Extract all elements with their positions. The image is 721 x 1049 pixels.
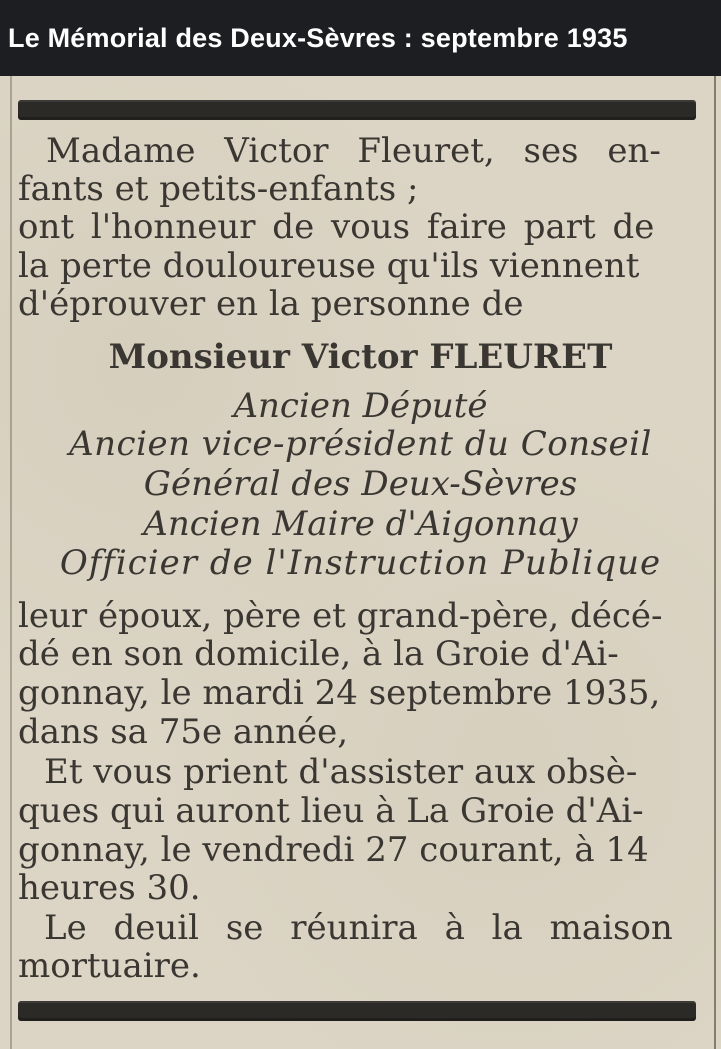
intro-line-3 (18, 208, 706, 246)
title-line-1-text: Ancien Député (233, 386, 488, 426)
body-line-8 (18, 869, 706, 907)
body-line-9-text: Le deuil se réunira à la maison (44, 908, 673, 948)
title-line-3-text: Général des Deux-Sèvres (143, 464, 578, 504)
body-line-1-text: leur époux, père et grand-père, décé- (18, 596, 663, 636)
body-line-7-text: gonnay, le vendredi 27 courant, à 14 (18, 830, 649, 870)
body-line-6-text: ques qui auront lieu à La Groie d'Ai- (18, 791, 644, 831)
title-line-4-text: Ancien Maire d'Aigonnay (143, 504, 578, 544)
intro-line-2-text: fants et petits-enfants ; (18, 169, 419, 209)
body-line-2 (18, 635, 706, 673)
body-line-1 (18, 597, 706, 635)
title-line-3 (0, 465, 721, 503)
intro-line-5-text: d'éprouver en la personne de (18, 284, 524, 324)
body-line-5 (44, 753, 706, 791)
body-line-9 (44, 909, 706, 947)
body-line-3 (18, 674, 706, 712)
intro-line-2 (18, 170, 706, 208)
page-title-bar (0, 0, 721, 76)
body-line-10 (18, 947, 706, 985)
title-line-5 (0, 544, 721, 582)
intro-line-3-text: ont l'honneur de vous faire part de (18, 207, 655, 247)
title-line-4 (0, 505, 721, 543)
body-line-10-text: mortuaire. (18, 946, 201, 986)
intro-line-4-text: la perte douloureuse qu'ils viennent (18, 246, 640, 286)
bottom-black-rule (18, 1001, 696, 1021)
deceased-name (0, 338, 721, 376)
intro-line-1 (46, 132, 706, 170)
title-line-1 (0, 387, 721, 425)
body-line-6 (18, 792, 706, 830)
title-line-2 (0, 425, 721, 463)
body-line-3-text: gonnay, le mardi 24 septembre 1935, (18, 673, 661, 713)
title-line-5-text: Officier de l'Instruction Publique (59, 543, 662, 583)
body-line-4-text: dans sa 75e année, (18, 712, 349, 752)
page-title: Le Mémorial des Deux-Sèvres : septembre 1935 (8, 22, 628, 53)
intro-line-1-text: Madame Victor Fleuret, ses en- (46, 131, 661, 171)
intro-line-5 (18, 285, 706, 323)
deceased-name-text: Monsieur Victor FLEURET (108, 337, 613, 377)
newspaper-clipping (0, 76, 721, 1049)
body-line-2-text: dé en son domicile, à la Groie d'Ai- (18, 634, 619, 674)
body-line-8-text: heures 30. (18, 868, 201, 908)
body-line-7 (18, 831, 706, 869)
body-line-4 (18, 713, 706, 751)
intro-line-4 (18, 247, 706, 285)
title-line-2-text: Ancien vice-président du Conseil (69, 424, 652, 464)
body-line-5-text: Et vous prient d'assister aux obsè- (44, 752, 638, 792)
top-black-rule (18, 100, 696, 120)
